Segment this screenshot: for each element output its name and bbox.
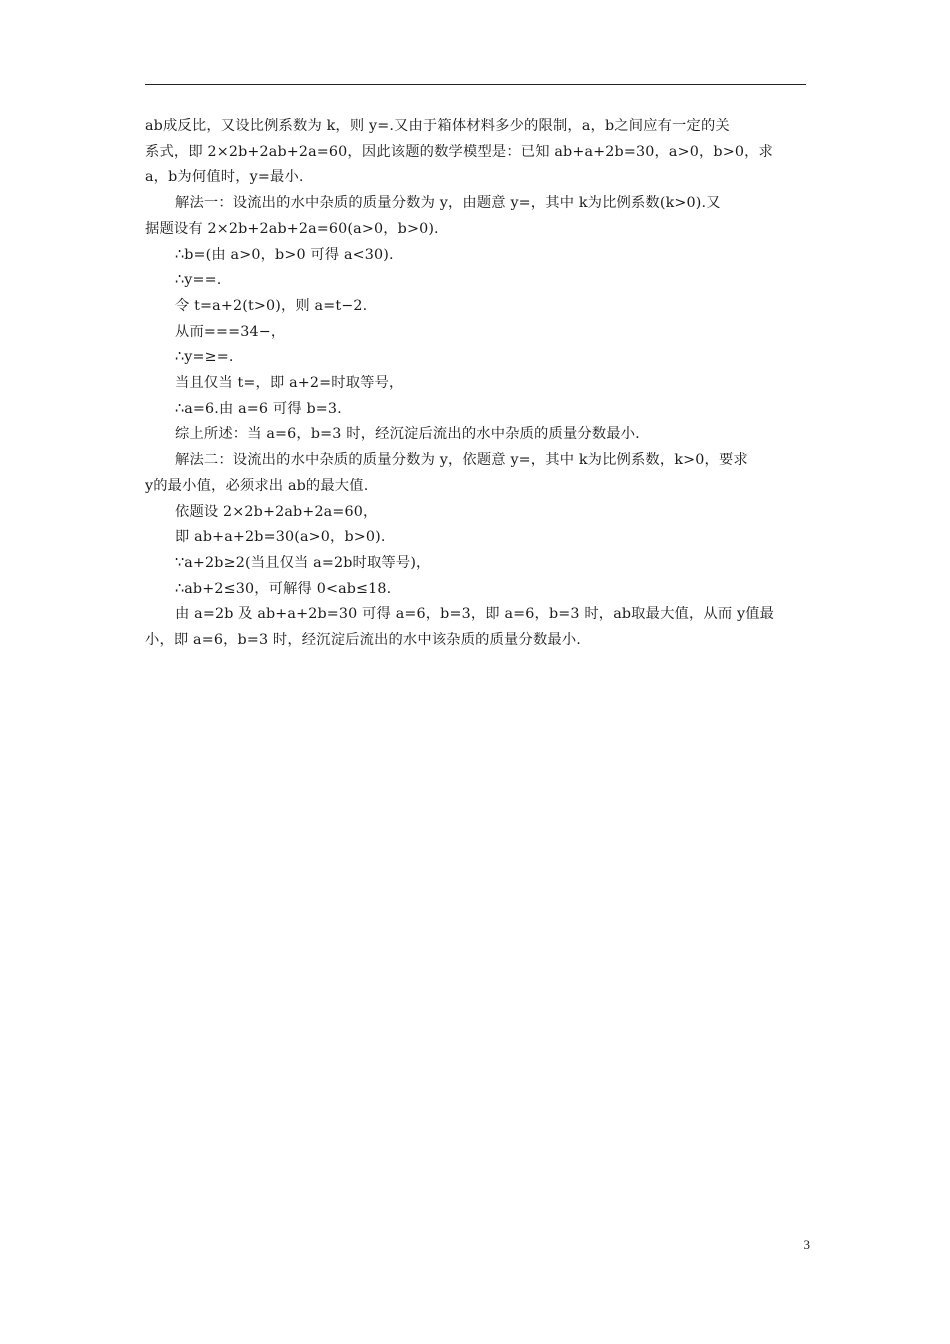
text-line: ∴y==. [175, 272, 222, 289]
text-line: 据题设有 2×2b+2ab+2a=60(a>0，b>0). [145, 220, 439, 237]
text-line: ∴ab+2≤30，可解得 0<ab≤18. [175, 580, 392, 597]
text-line: 从而===34−， [175, 323, 286, 340]
text-line: ∴a=6.由 a=6 可得 b=3. [175, 400, 342, 417]
text-line: ab成反比，又设比例系数为 k，则 y=.又由于箱体材料多少的限制，a，b之间应有一定的关 [145, 118, 730, 134]
text-line: 解法二：设流出的水中杂质的质量分数为 y，依题意 y=，其中 k为比例系数，k>0，要求 [175, 452, 748, 469]
text-line: ∵a+2b≥2(当且仅当 a=2b时取等号)， [175, 554, 431, 571]
text-line: ∴y=≥=. [175, 349, 234, 366]
text-line: 小，即 a=6，b=3 时，经沉淀后流出的水中该杂质的质量分数最小. [145, 632, 581, 649]
text-line: 综上所述：当 a=6，b=3 时，经沉淀后流出的水中杂质的质量分数最小. [175, 426, 640, 443]
text-line: 解法一：设流出的水中杂质的质量分数为 y，由题意 y=，其中 k为比例系数(k>0).又 [175, 195, 721, 212]
text-line: 令 t=a+2(t>0)，则 a=t−2. [175, 297, 368, 314]
text-line: ∴b=(由 a>0，b>0 可得 a<30). [175, 246, 394, 263]
text-line: 依题设 2×2b+2ab+2a=60， [175, 503, 378, 520]
page-number: 3 [803, 1237, 810, 1252]
text-line: 即 ab+a+2b=30(a>0，b>0). [175, 529, 386, 546]
text-line: 系式，即 2×2b+2ab+2a=60，因此该题的数学模型是：已知 ab+a+2b=30，a>0，b>0，求 [145, 143, 773, 160]
text-line: 当且仅当 t=，即 a+2=时取等号， [175, 375, 404, 392]
text-line: y的最小值，必须求出 ab的最大值. [145, 477, 369, 494]
solution-text [145, 114, 806, 654]
text-line: a，b为何值时，y=最小. [145, 169, 304, 186]
text-line: 由 a=2b 及 ab+a+2b=30 可得 a=6，b=3，即 a=6，b=3 时，ab取最大值，从而 y值最 [175, 606, 775, 623]
header-rule [145, 84, 806, 85]
